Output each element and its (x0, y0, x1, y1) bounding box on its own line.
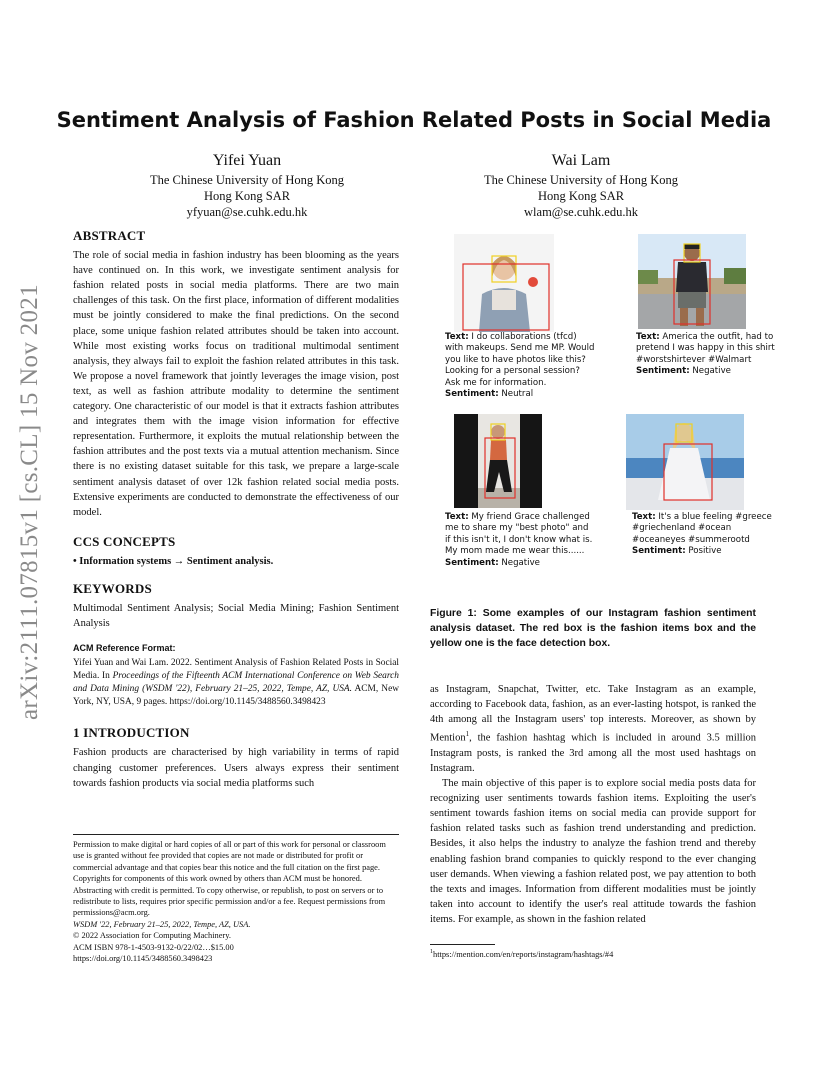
abstract-heading: ABSTRACT (73, 228, 146, 243)
permission-doi: https://doi.org/10.1145/3488560.3498423 (73, 954, 213, 964)
sentiment-value: Negative (501, 557, 540, 568)
figure-caption: Figure 1: Some examples of our Instagram fashion sentiment analysis dataset. The red box is the fashion items box and the yellow one is the face detection box. (430, 608, 756, 649)
acm-ref-venue: Proceedings of the Fifteenth ACM International Conference on Web Search and Data Mining (WSDM '22), February 21–25, 2022, Tempe, AZ, USA. (73, 671, 399, 695)
post-text: America the outfit, had to pretend I was happy in this shirt #worstshirtever #Walmart (636, 332, 775, 365)
right-column (430, 682, 756, 927)
ccs-heading: CCS CONCEPTS (73, 533, 176, 549)
sentiment-label: Sentiment: (445, 389, 499, 400)
arxiv-stamp: arXiv:2111.07815v1 [cs.CL] 15 Nov 2021 (16, 284, 43, 720)
author-email: yfyuan@se.cuhk.edu.hk (186, 205, 308, 219)
post-text: I do collaborations (tfcd) with makeups. Send me MP. Would you like to have photos like this? Looking for a personal session? Ask me for information. (445, 332, 595, 388)
example-caption-4 (632, 512, 782, 558)
permission-text: Permission to make digital or hard copies of all or part of this work for personal or classroom use is granted without fee provided that copies are not made or distributed for profit or commercial advantage and that copies bear this notice and the full citation on the first page. Copyrights for components of this work owned by others than ACM must be honored. Abstracting with credit is permitted. To copy otherwise, or republish, to post on servers or to redistribute to lists, requires prior specific permission and/or a fee. Request permissions from permissions@acm.org. (73, 840, 386, 918)
paragraph-part: as Instagram, Snapchat, Twitter, etc. Take Instagram as an example, according to Facebook data, fashion, as an ever-lasting hotspot, is ranked the 4th among all the Instagram users' top interests. Moreover, as shown by Mention (430, 684, 756, 744)
acm-reference (73, 641, 399, 709)
example-photo-2 (638, 234, 746, 329)
footnote-marker: 1 (465, 730, 470, 739)
abstract-text: The role of social media in fashion industry has been blooming as the years have continued on. In this work, we investigate sentiment analysis for fashion related posts in social media platforms. There are two main challenges of this task. On the first place, information of different modalities must be jointly considered to make the final predictions. On the second place, some unique fashion related attributes should be taken into account. While most existing works focus on traditional multimodal sentiment analysis, they always fail to exploit the fashion related attributes in this task. We propose a novel framework that jointly leverages the image vision, post text, as well as fashion attribute modality to determine the sentiment category. One characteristic of our model is that it extracts fashion attributes and integrates them with the image vision information for effective representation. Furthermore, it exploits the mutual relationship between the fashion attributes and the post texts via a mutual attention mechanism. Since there is no existing dataset suitable for this task, we prepare a large-scale sentiment analysis dataset of over 12k fashion related social media posts. Extensive experiments are conducted to demonstrate the effectiveness of our model. (73, 250, 399, 518)
post-text: My friend Grace challenged me to share my "best photo" and if this isn't it, I don't know what is. My mom made me wear this...... (445, 512, 593, 557)
keywords-text: Multimodal Sentiment Analysis; Social Media Mining; Fashion Sentiment Analysis (73, 603, 399, 630)
author-location: Hong Kong SAR (537, 189, 625, 203)
acm-ref-tail: ACM, New York, NY, USA, 9 pages. https://doi.org/10.1145/3488560.3498423 (73, 684, 399, 708)
sentiment-value: Negative (692, 366, 731, 377)
intro-text: Fashion products are characterised by high variability in terms of rapid changing customer preferences. Users always express their sentiment towards fashion products via social media platforms such (73, 747, 399, 789)
post-text: It's a blue feeling #greece #griechenland #ocean #oceaneyes #summerootd (632, 512, 772, 545)
acm-ref-text (73, 657, 399, 709)
author-block-2 (431, 150, 731, 220)
author-name: Yifei Yuan (212, 152, 282, 169)
intro-paragraph-1 (430, 682, 756, 776)
intro-paragraph-2: The main objective of this paper is to explore social media posts data for recognizing user sentiments towards fashion items. Exploiting the user's sentiment towards fashion items on social media can provide support for fashion related tasks such as fashion trend understanding and prediction. Besides, it also helps the industry to analyze the fashion trend and thereby enabling fashion brand companies to quickly respond to the ever changing user demands. When viewing a fashion related post, we pay attention to both the texts and images. Information from different modalities must be jointly taken into account to identify the user's real attitude towards the fashion items. For example, as shown in the fashion related (430, 778, 756, 925)
permission-conf: WSDM '22, February 21–25, 2022, Tempe, AZ, USA. (73, 919, 251, 929)
paragraph-part: , the fashion hashtag which is included in around 3.5 million Instagram posts, is ranked the 3rd among all the most used hashtags on Instagram. (430, 732, 756, 774)
footnote-number: 1 (430, 949, 433, 955)
author-block-1 (97, 150, 397, 220)
acm-ref-heading: ACM Reference Format: (73, 643, 176, 654)
permission-isbn: ACM ISBN 978-1-4503-9132-0/22/02…$15.00 (73, 942, 234, 952)
sentiment-label: Sentiment: (445, 557, 499, 568)
paper-title: Sentiment Analysis of Fashion Related Posts in Social Media (56, 108, 772, 132)
example-caption-1 (445, 332, 595, 400)
text-label: Text: (445, 512, 469, 522)
footnote-url: https://mention.com/en/reports/instagram/hashtags/#4 (433, 949, 614, 959)
author-affiliation: The Chinese University of Hong Kong (149, 173, 345, 187)
text-label: Text: (445, 332, 469, 342)
permission-block (73, 834, 399, 964)
sentiment-value: Neutral (501, 389, 534, 400)
intro-heading: 1 INTRODUCTION (73, 725, 190, 741)
example-photo-3 (454, 414, 542, 508)
permission-copyright: © 2022 Association for Computing Machinery. (73, 931, 231, 941)
example-photo-4 (626, 414, 744, 510)
left-column (73, 228, 399, 791)
footnote-rule (430, 944, 495, 945)
footnote (430, 944, 756, 959)
example-photo-1 (454, 234, 554, 332)
example-caption-2 (636, 332, 786, 378)
figure-1 (430, 232, 775, 572)
keywords-heading: KEYWORDS (73, 580, 152, 596)
text-label: Text: (636, 332, 660, 342)
author-email: wlam@se.cuhk.edu.hk (524, 205, 638, 219)
example-caption-3 (445, 512, 595, 569)
author-affiliation: The Chinese University of Hong Kong (483, 173, 679, 187)
sentiment-value: Positive (688, 546, 722, 557)
sentiment-label: Sentiment: (636, 366, 690, 377)
author-location: Hong Kong SAR (203, 189, 291, 203)
author-name: Wai Lam (551, 152, 611, 169)
sentiment-label: Sentiment: (632, 546, 686, 557)
ccs-text: • Information systems → Sentiment analysis. (73, 555, 274, 567)
acm-ref-authors: Yifei Yuan and Wai Lam. 2022. Sentiment Analysis of Fashion Related Posts in Social Media. In (73, 658, 399, 682)
text-label: Text: (632, 512, 656, 522)
